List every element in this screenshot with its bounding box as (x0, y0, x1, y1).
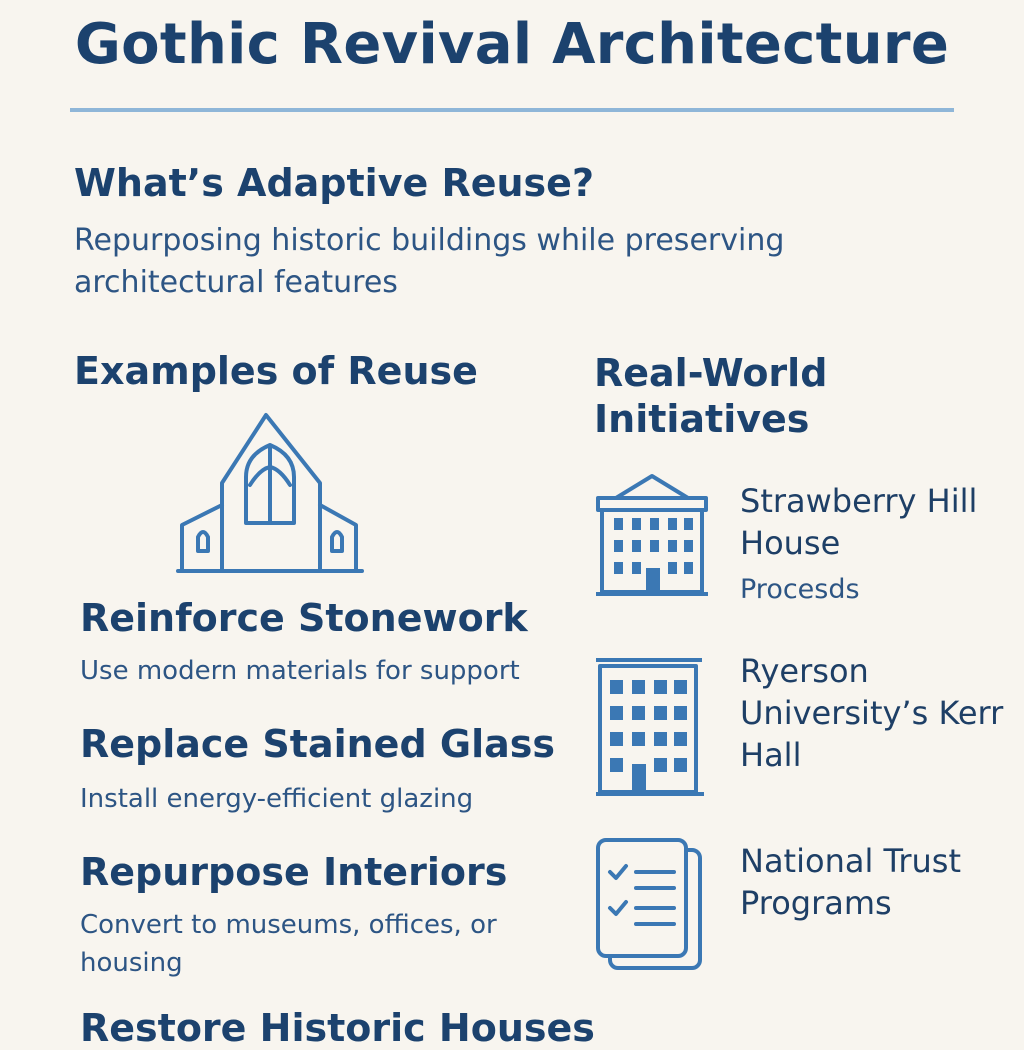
initiative-subtitle-1: Procesds (740, 574, 860, 605)
checklist-document-icon (594, 836, 706, 972)
title-divider (70, 108, 954, 112)
example-title-4: Restore Historic Houses (80, 1006, 595, 1050)
classical-building-icon (594, 472, 710, 596)
examples-heading: Examples of Reuse (74, 349, 478, 393)
example-description-3: Convert to museums, offices, or housing (80, 910, 497, 978)
example-description-1: Use modern materials for support (80, 656, 520, 686)
initiative-title-1: Strawberry Hill House (740, 482, 978, 562)
page-title: Gothic Revival Architecture (74, 12, 950, 77)
intro-text: Repurposing historic buildings while preserving architectural features (74, 223, 785, 300)
example-title-1: Reinforce Stonework (80, 596, 528, 640)
initiative-title-3: National Trust Programs (740, 842, 962, 922)
intro-heading: What’s Adaptive Reuse? (74, 161, 594, 205)
example-description-2: Install energy-efficient glazing (80, 784, 474, 814)
gothic-church-icon (170, 405, 370, 580)
office-building-icon (594, 656, 706, 798)
example-title-2: Replace Stained Glass (80, 722, 555, 766)
initiative-title-2: Ryerson University’s Kerr Hall (740, 652, 1004, 774)
example-title-3: Repurpose Interiors (80, 850, 508, 894)
initiatives-heading: Real-World Initiatives (594, 351, 828, 441)
